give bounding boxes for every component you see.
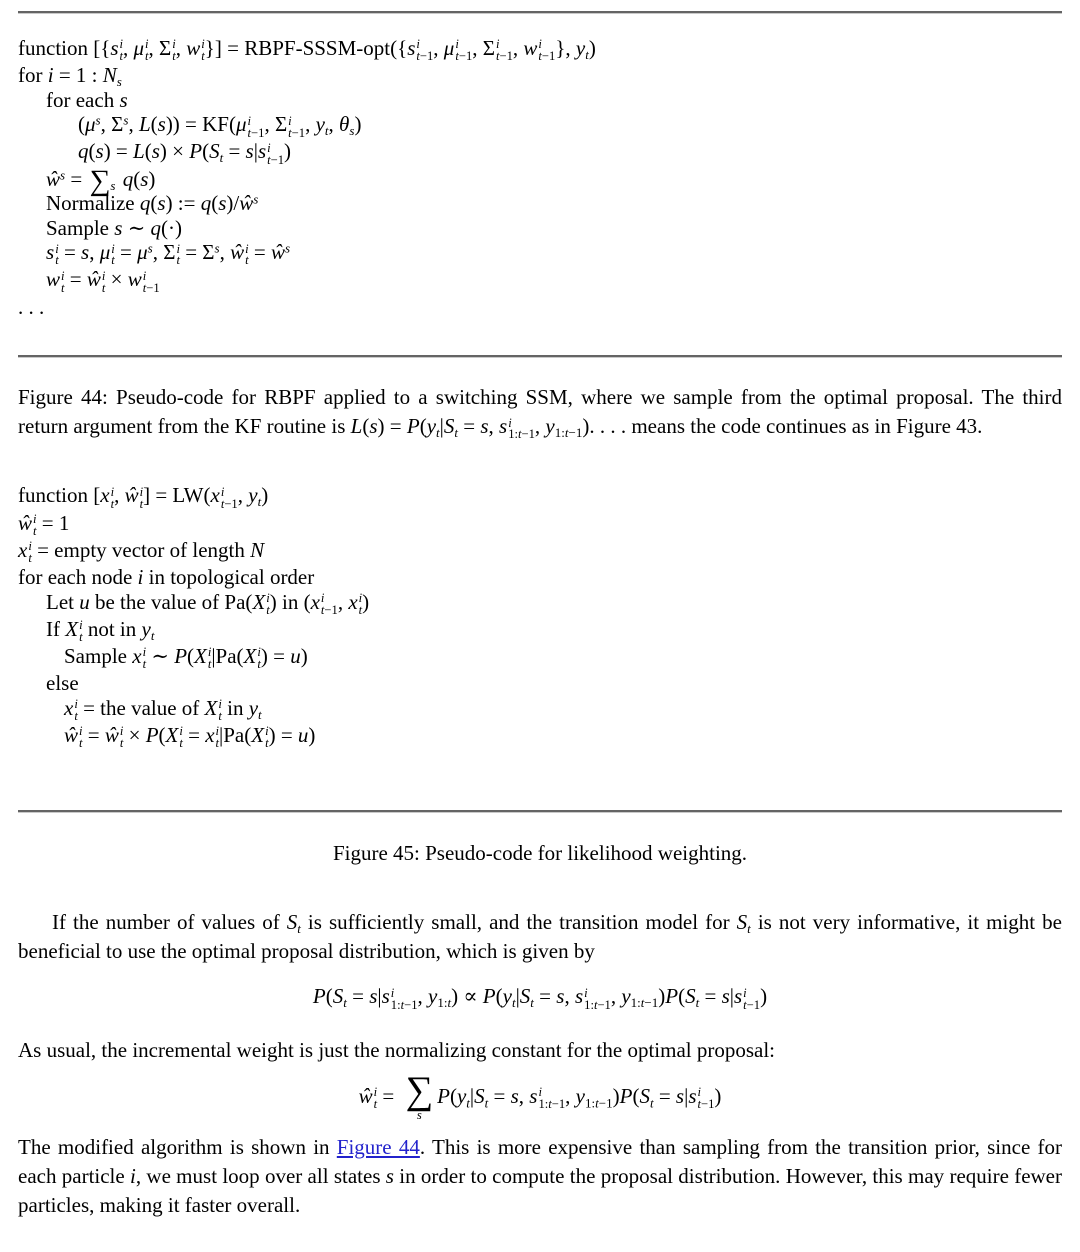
equation-optimal-proposal: $P(S_t = s|s$ i 1:t−1 , $y_{1:t}) \propto P(y_t|S_t = s$, s i 1:t−1 , $y_{1:t-1})P(S_t = s|s$ i t−1 ) — [312, 984, 768, 1012]
code-line: If X i t not in $y_t$ — [46, 616, 155, 645]
divider-figure45 — [18, 810, 1062, 813]
code-line: Sample x i t ∼ P(X i t |Pa(X i t ) = u) — [64, 644, 308, 672]
code-line: function [{s i t , μ i t , Σ i t , w i t }] = RBPF-SSSM-opt({s i t−1 , μ i t−1 , Σ i t−1 , w i t−1 }, $y_t$) — [18, 36, 596, 64]
code-line: Sample s ∼ q(·) — [46, 215, 183, 240]
figure45-pseudocode — [18, 483, 1062, 750]
paragraph-incremental-weight: As usual, the incremental weight is just the normalizing constant for the optimal proposal: — [18, 1037, 776, 1062]
code-line: function [x i t , ŵ i t ] = LW(x i t−1 , $y_t$) — [18, 483, 269, 511]
code-line: $q(s) = L(s) \times P(S_t = s|s$ i t−1 ) — [78, 139, 292, 167]
code-line: ŵ i t = ŵ i t × P(X i t = x i t |Pa(X i t ) = u) — [64, 723, 316, 751]
code-line: else — [46, 671, 79, 696]
figure44-pseudocode — [18, 36, 1062, 319]
code-line: $ŵ^s = \sum_s$ q(s) — [46, 164, 156, 197]
equation-incremental-weight: ŵ i t = ∑ s $P(y_t|S_t = s$, s i 1:t−1 , $y_{1:t-1})P(S_t = s|s$ i t−1 ) — [358, 1068, 722, 1123]
code-line: x i t = the value of X i t in $y_t$ — [64, 695, 262, 724]
paragraph-optimal-proposal: If the number of values of $S_t$ is sufficiently small, and the transition model for $S_t$ is not very informative, it might be beneficial to use the optimal proposal distribution, which is given by — [18, 910, 1062, 964]
code-line: . . . — [18, 294, 45, 319]
code-line: s i t = s, μ i t = $\mu^s$, Σ i t = $\Sigma^s$, ŵ i t = $ŵ^s$ — [46, 240, 291, 268]
code-line: Let u be the value of Pa(X i t ) in (x i t−1 , x i t ) — [46, 589, 370, 617]
summation-operator: ∑ s — [405, 1068, 434, 1123]
figure44-caption: Figure 44: Pseudo-code for RBPF applied to a switching SSM, where we sample from the optimal proposal. The third return argument from the KF routine is $L(s) = P(y_t|S_t = s$, s i 1:t−1 , $y_{1:t-1}$). . . . means the code continues as in Figure 43. — [18, 385, 1062, 442]
code-line: x i t = empty vector of length N — [18, 537, 265, 566]
divider-top — [18, 11, 1062, 14]
code-line: for i = 1 : $N_s$ — [18, 63, 122, 90]
code-line: for each s — [46, 87, 128, 112]
code-line: w i t = ŵ i t × w i t−1 — [46, 267, 160, 295]
code-line: ŵ i t = 1 — [18, 510, 70, 538]
code-line: for each node i in topological order — [18, 565, 315, 590]
figure45-caption: Figure 45: Pseudo-code for likelihood weighting. — [332, 841, 748, 866]
code-line: Normalize q(s) := $q(s)/ŵ^s$ — [46, 191, 259, 216]
figure-44-link[interactable]: Figure 44 — [336, 1135, 420, 1160]
divider-figure44 — [18, 355, 1062, 358]
code-line: ($\mu^s$, $\Sigma^s$, L(s)) = KF(μ i t−1 , Σ i t−1 , $y_t$, $\theta_s$) — [78, 112, 362, 140]
paragraph-modified-algorithm: The modified algorithm is shown in Figure 44. This is more expensive than sampling from the transition prior, since for each particle i, we must loop over all states s in order to compute the proposal distribution. However, this may require fewer particles, making it faster overall. — [18, 1135, 1063, 1218]
